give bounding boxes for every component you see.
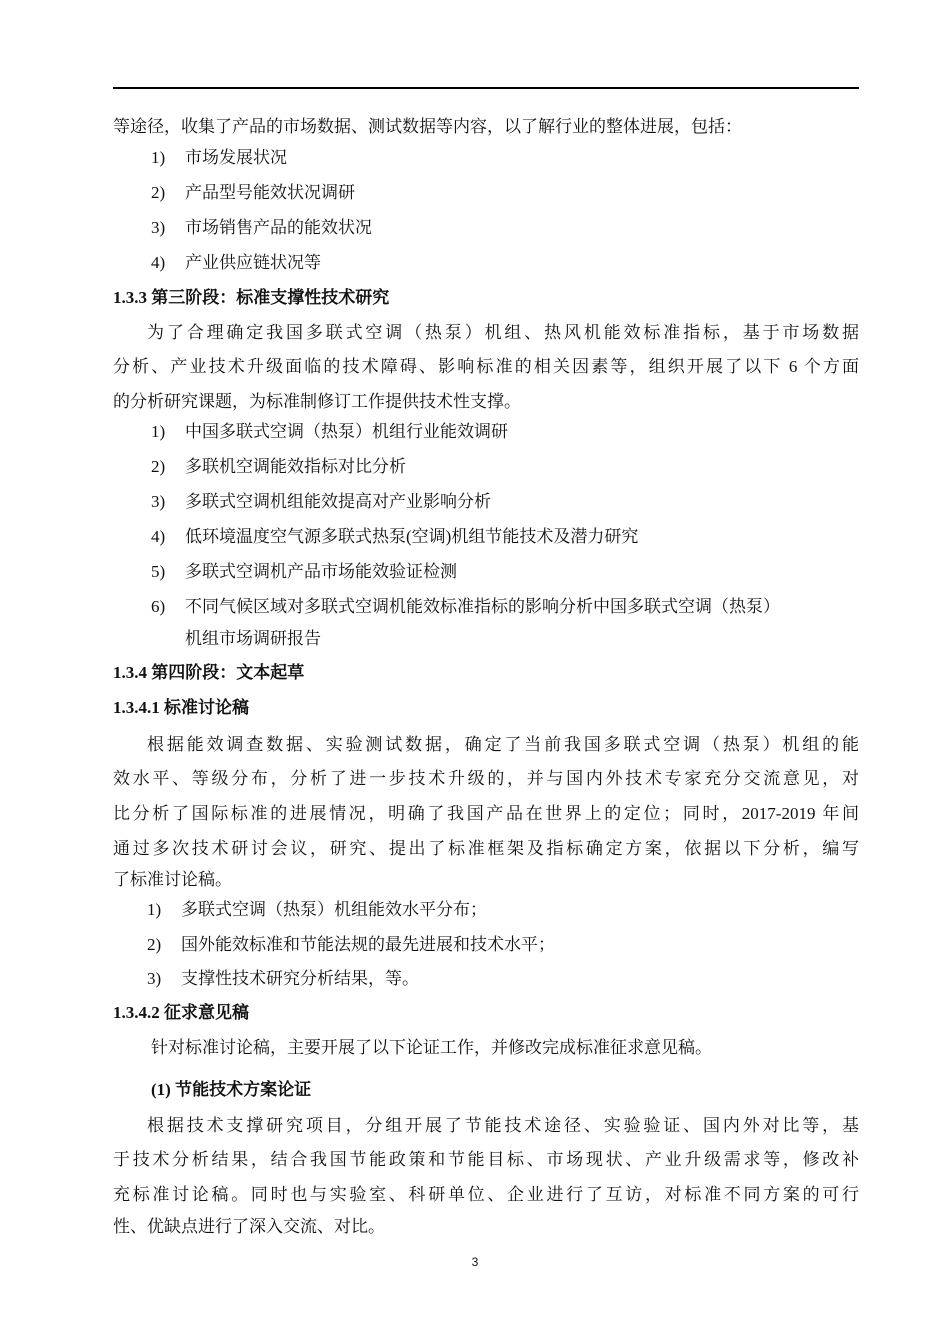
list-number: 6) — [151, 597, 166, 616]
subsection-heading: (1) 节能技术方案论证 — [151, 1080, 312, 1099]
list-number: 2) — [151, 183, 166, 202]
section-heading-1-3-4-1: 1.3.4.1 标准讨论稿 — [113, 698, 249, 717]
paragraph-line: 效水平、等级分布，分析了进一步技术升级的，并与国内外技术专家充分交流意见，对 — [113, 769, 859, 788]
list-item — [151, 525, 859, 549]
list-item — [151, 146, 859, 170]
list-text: 产品型号能效状况调研 — [185, 183, 355, 202]
list-item — [151, 490, 859, 514]
list-number: 3) — [151, 218, 166, 237]
list-item — [147, 898, 855, 922]
paragraph-line: 分析、产业技术升级面临的技术障碍、影响标准的相关因素等，组织开展了以下 6 个方面 — [113, 357, 859, 376]
paragraph-line: 于技术分析结果，结合我国节能政策和节能目标、市场现状、产业升级需求等，修改补 — [113, 1150, 859, 1169]
list-item — [151, 181, 859, 205]
list-text: 不同气候区域对多联式空调机能效标准指标的影响分析中国多联式空调（热泵） — [185, 597, 780, 616]
paragraph-line: 充标准讨论稿。同时也与实验室、科研单位、企业进行了互访，对标准不同方案的可行 — [113, 1185, 859, 1204]
list-text: 低环境温度空气源多联式热泵(空调)机组节能技术及潜力研究 — [185, 527, 639, 546]
list-number: 4) — [151, 527, 166, 546]
list-item — [147, 967, 855, 991]
section-heading-1-3-4: 1.3.4 第四阶段：文本起草 — [113, 663, 305, 682]
list-number: 1) — [151, 422, 166, 441]
list-text: 产业供应链状况等 — [185, 253, 321, 272]
header-rule — [113, 87, 859, 89]
paragraph-line: 根据技术支撑研究项目，分组开展了节能技术途径、实验验证、国内外对比等，基 — [147, 1116, 859, 1135]
list-text: 市场发展状况 — [185, 148, 287, 167]
list-number: 4) — [151, 253, 166, 272]
list-text: 多联式空调（热泵）机组能效水平分布； — [181, 900, 487, 919]
list-number: 1) — [147, 900, 162, 919]
list-item — [151, 560, 859, 584]
list-item — [151, 420, 859, 444]
paragraph-line: 通过多次技术研讨会议，研究、提出了标准框架及指标确定方案，依据以下分析，编写 — [113, 839, 859, 858]
paragraph-line: 根据能效调查数据、实验测试数据，确定了当前我国多联式空调（热泵）机组的能 — [147, 735, 859, 754]
list-number: 3) — [151, 492, 166, 511]
list-text-continuation: 机组市场调研报告 — [185, 629, 321, 648]
page-number: 3 — [471, 1255, 479, 1269]
paragraph-line: 针对标准讨论稿，主要开展了以下论证工作，并修改完成标准征求意见稿。 — [151, 1038, 712, 1057]
list-number: 2) — [147, 935, 162, 954]
section-heading-1-3-4-2: 1.3.4.2 征求意见稿 — [113, 1003, 249, 1022]
list-number: 5) — [151, 562, 166, 581]
list-item — [151, 216, 859, 240]
list-text: 支撑性技术研究分析结果，等。 — [181, 969, 419, 988]
list-text: 多联机空调能效指标对比分析 — [185, 457, 406, 476]
list-text: 国外能效标准和节能法规的最先进展和技术水平； — [181, 935, 555, 954]
list-item — [151, 595, 859, 619]
list-text: 中国多联式空调（热泵）机组行业能效调研 — [185, 422, 508, 441]
list-item — [151, 251, 859, 275]
list-number: 3) — [147, 969, 162, 988]
paragraph-line: 的分析研究课题，为标准制修订工作提供技术性支撑。 — [113, 392, 521, 411]
list-text: 多联式空调机产品市场能效验证检测 — [185, 562, 457, 581]
paragraph-line: 为了合理确定我国多联式空调（热泵）机组、热风机能效标准指标，基于市场数据 — [147, 323, 859, 342]
section-heading-1-3-3: 1.3.3 第三阶段：标准支撑性技术研究 — [113, 288, 390, 307]
list-number: 1) — [151, 148, 166, 167]
list-text: 市场销售产品的能效状况 — [185, 218, 372, 237]
paragraph-line: 了标准讨论稿。 — [113, 870, 232, 889]
list-item — [151, 455, 859, 479]
list-item — [147, 933, 855, 957]
paragraph-line: 性、优缺点进行了深入交流、对比。 — [113, 1217, 385, 1236]
paragraph-line: 比分析了国际标准的进展情况，明确了我国产品在世界上的定位；同时，2017-2019 年间 — [113, 804, 859, 823]
paragraph-line: 等途径，收集了产品的市场数据、测试数据等内容，以了解行业的整体进展，包括： — [113, 117, 742, 136]
list-number: 2) — [151, 457, 166, 476]
list-text: 多联式空调机组能效提高对产业影响分析 — [185, 492, 491, 511]
